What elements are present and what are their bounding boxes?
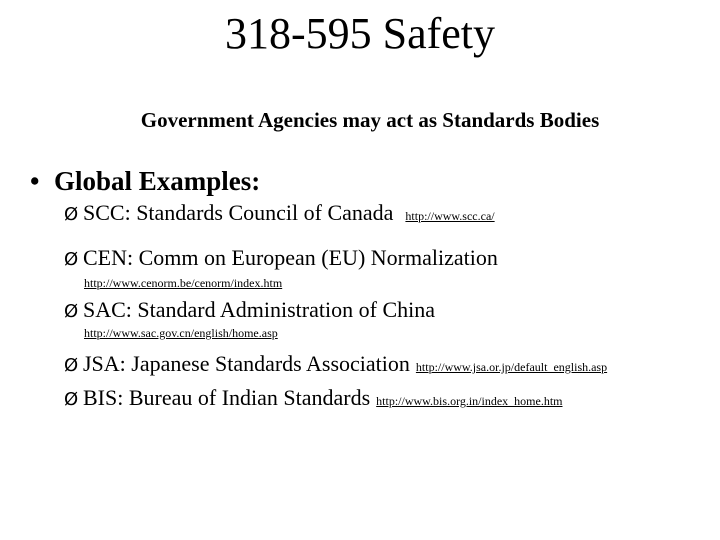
scc-link[interactable]: http://www.scc.ca/ [405, 209, 495, 223]
cen-link[interactable]: http://www.cenorm.be/cenorm/index.htm [84, 276, 283, 290]
sac-link[interactable]: http://www.sac.gov.cn/english/home.asp [84, 326, 278, 340]
arrow-bullet-icon: Ø [64, 249, 79, 270]
bis-link[interactable]: http://www.bis.org.in/index_home.htm [376, 394, 563, 408]
list-item-bis [64, 383, 563, 416]
bullet-heading [30, 163, 260, 199]
list-item-label: SCC: Standards Council of Canada [83, 200, 394, 225]
slide-subtitle: Government Agencies may act as Standards Bodies [140, 108, 600, 132]
list-item-label: CEN: Comm on European (EU) Normalization [83, 245, 498, 270]
list-item-label: BIS: Bureau of Indian Standards [83, 385, 371, 410]
list-item-sac [64, 295, 435, 327]
arrow-bullet-icon: Ø [64, 301, 79, 322]
list-item-scc [64, 198, 495, 231]
arrow-bullet-icon: Ø [64, 204, 79, 225]
arrow-bullet-icon: Ø [64, 355, 79, 376]
list-item-jsa [64, 349, 607, 382]
slide-title: 318-595 Safety [224, 9, 496, 58]
arrow-bullet-icon: Ø [64, 389, 79, 410]
bullet-dot-icon: • [30, 166, 40, 196]
list-item-cen [64, 243, 498, 275]
bullet-heading-label: Global Examples: [54, 166, 261, 196]
list-item-label: SAC: Standard Administration of China [83, 297, 435, 322]
jsa-link[interactable]: http://www.jsa.or.jp/default_english.asp [415, 360, 608, 374]
list-item-label: JSA: Japanese Standards Association [83, 351, 410, 376]
